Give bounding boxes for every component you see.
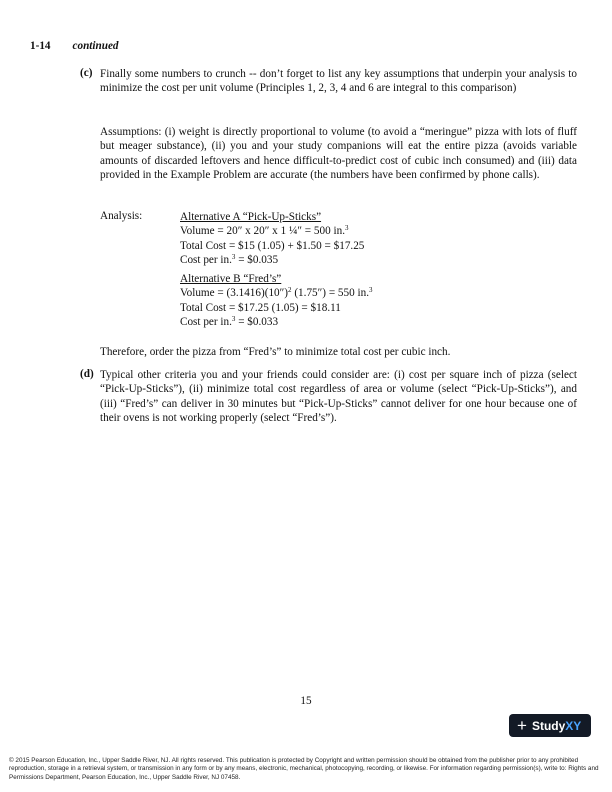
logo-study-text: Study [531,718,566,733]
copyright-footer: © 2015 Pearson Education, Inc., Upper Saddle River, NJ. All rights reserved. This publication is protected by Copyright and written permission should be obtained from the publisher prior to any prohibited reproduction, storage in a retrieval system, or transmission in any form or by any means, electronic, mechanical, photocopying, recording, or likewise. For information regarding permission(s), write to: Rights and Permissions Department, Pearson Education, Inc., Upper Saddle River, NJ 07458. [9,757,599,781]
alternative-a-block [180,210,364,268]
part-c-intro: Finally some numbers to crunch -- don’t forget to list any key assumptions that underpin your analysis to minimize the cost per unit volume (Principles 1, 2, 3, 4 and 6 are integral to this comparison) [100,68,577,95]
studyxy-logo [509,714,591,737]
continued-label: continued [72,40,119,52]
analysis-label: Analysis: [100,210,143,222]
problem-header [30,40,119,52]
alternative-a-total-cost: Total Cost = $15 (1.05) + $1.50 = $17.25 [180,239,365,252]
alternative-a-title: Alternative A “Pick-Up-Sticks” [180,211,322,223]
part-d-label: (d) [80,368,94,380]
logo-xy-text: XY [565,718,582,733]
alternative-b-cost-per-unit: Cost per in.$^3$ = $0.033 [180,315,279,329]
alternative-b-block [180,272,373,330]
alternative-b-total-cost: Total Cost = $17.25 (1.05) = $18.11 [180,301,341,314]
page-number: 15 [300,695,312,707]
part-d-text: Typical other criteria you and your friends could consider are: (i) cost per square inch of pizza (select “Pick-Up-Sticks”), (ii) minimize total cost regardless of area or volume (select “Pick-Up-Sticks”), and (iii) “Fred’s” can deliver in 30 minutes but “Pick-Up-Sticks” cannot deliver for one hour because one of their ovens is not working properly (select “Fred’s”). [100,369,577,425]
plus-icon: + [517,716,527,735]
part-c-label: (c) [80,67,93,79]
problem-number: 1-14 [30,40,51,52]
alternative-a-volume: Volume = 20″ x 20″ x 1 ¼″ = 500 in.$^3$ [180,224,349,238]
alternative-a-cost-per-unit: Cost per in.$^3$ = $0.035 [180,253,279,267]
assumptions-paragraph: Assumptions: (i) weight is directly proportional to volume (to avoid a “meringue” pizza with lots of fluff but meager substance), (ii) you and your study companions will eat the entire pizza (avoids variable amounts of discarded leftovers and hence difficult-to-predict cost of cubic inch consumed) and (iii) data provided in the Example Problem are accurate (the numbers have been confirmed by phone calls). [100,126,577,182]
alternative-b-title: Alternative B “Fred’s” [180,273,282,285]
conclusion-text: Therefore, order the pizza from “Fred’s” to minimize total cost per cubic inch. [100,346,451,358]
alternative-b-volume: Volume = $(3.1416)(10'')^2$ (1.75″) = 550 in.$^3$ [180,286,373,300]
